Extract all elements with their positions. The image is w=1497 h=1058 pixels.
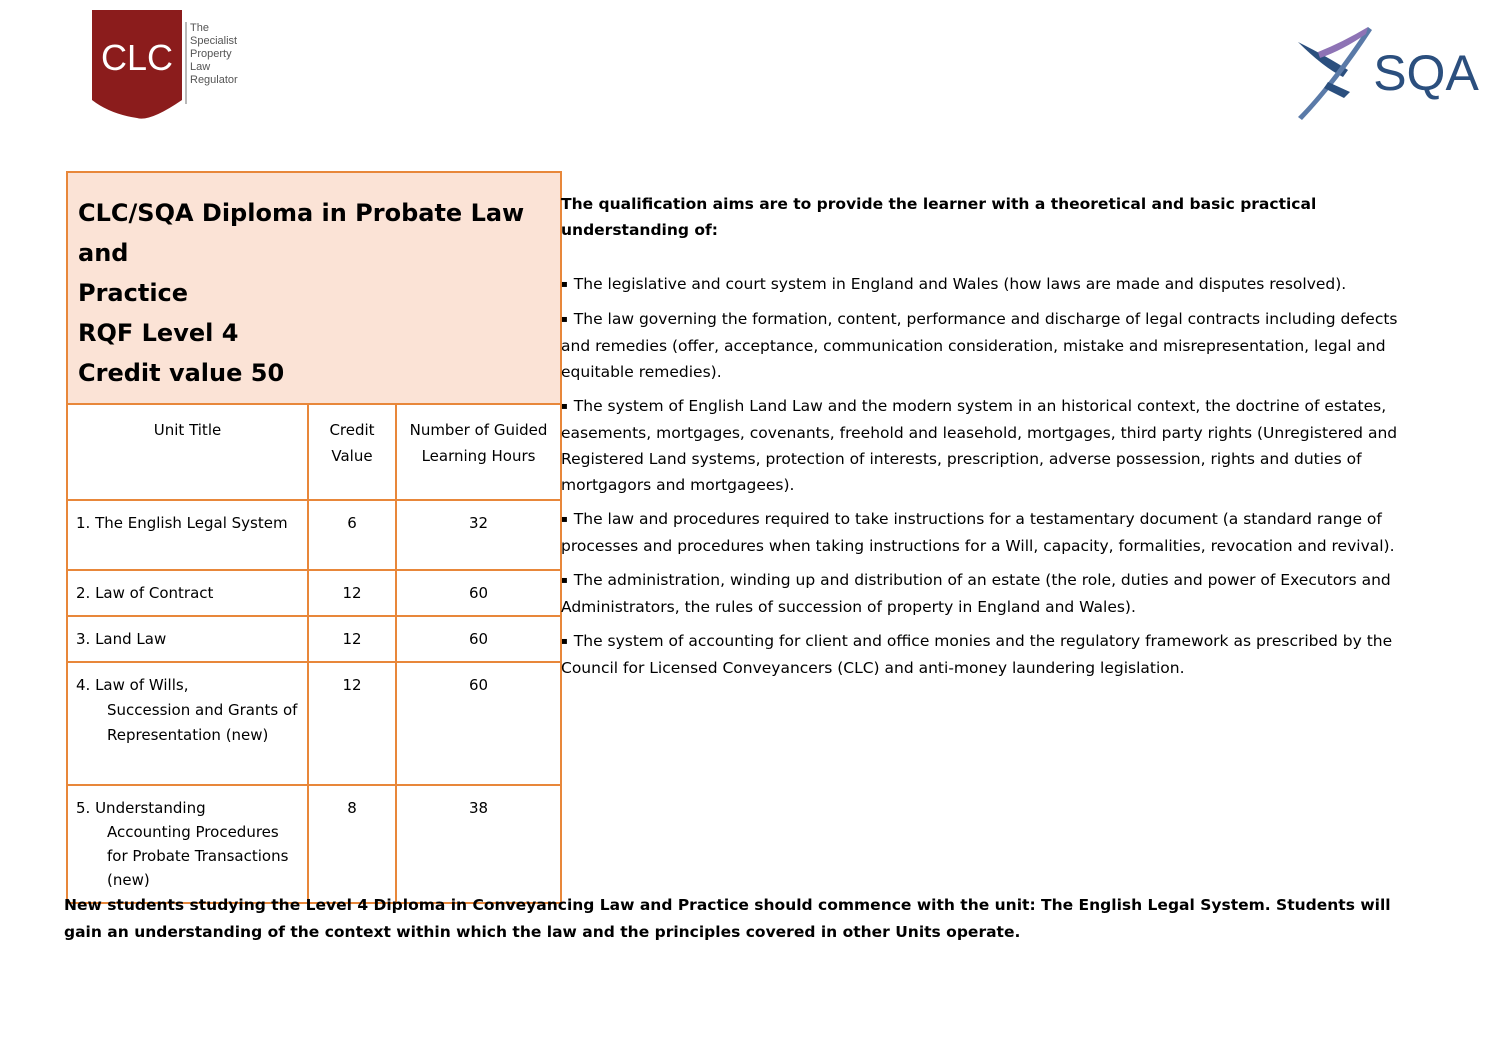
list-item: ▪ The administration, winding up and distribution of an estate (the role, duties and power of Executors and Administrators, the rules of succession of property in England and Wales). xyxy=(561,571,1391,616)
column-header-credit-value: Credit Value xyxy=(308,404,396,500)
sqa-logo xyxy=(1288,22,1484,124)
units-table-block xyxy=(66,171,560,904)
table-row xyxy=(67,662,561,785)
footer-note: New students studying the Level 4 Diploma in Conveyancing Law and Practice should commence with the unit: The English Legal System. Students will gain an understanding of the context within which the law and the principles covered in other Units operate. xyxy=(64,896,1391,941)
qualification-title-line2: Practice xyxy=(78,279,189,307)
unit-credit: 12 xyxy=(308,570,396,616)
clc-mark: CLC xyxy=(100,37,174,78)
units-table xyxy=(66,171,562,904)
unit-hours: 32 xyxy=(396,500,561,570)
sqa-cross-icon xyxy=(1288,22,1484,124)
column-header-hours: Number of Guided Learning Hours xyxy=(396,404,561,500)
table-row xyxy=(67,570,561,616)
list-item: ▪ The system of accounting for client and office monies and the regulatory framework as prescribed by the Council for Licensed Conveyancers (CLC) and anti-money laundering legislation. xyxy=(561,632,1393,677)
unit-title: 3. Land Law xyxy=(67,616,308,662)
qualification-credit: Credit value 50 xyxy=(78,359,285,387)
clc-shield-icon xyxy=(90,10,190,122)
bullet-icon: ▪ xyxy=(561,401,568,412)
table-row xyxy=(67,500,561,570)
list-item: ▪ The legislative and court system in England and Wales (how laws are made and disputes resolved). xyxy=(561,275,1347,293)
list-item: ▪ The system of English Land Law and the modern system in an historical context, the doctrine of estates, easements, mortgages, covenants, freehold and leasehold, mortgages, third party rights (Unregistered and Registered Land systems, protection of interests, prescription, adverse possession, rights and duties of mortgagors and mortgagees). xyxy=(561,397,1398,494)
list-item: ▪ The law and procedures required to take instructions for a testamentary document (a standard range of processes and procedures when taking instructions for a Will, capacity, formalities, revocation and revival). xyxy=(561,510,1395,555)
clc-tagline: The Specialist Property Law Regulator xyxy=(190,22,238,86)
unit-credit: 12 xyxy=(308,662,396,785)
table-row xyxy=(67,785,561,903)
unit-title: 5. Understanding Accounting Procedures for Probate Transactions (new) xyxy=(67,785,308,903)
unit-credit: 6 xyxy=(308,500,396,570)
sqa-mark: SQA xyxy=(1373,45,1479,101)
list-item: ▪ The law governing the formation, content, performance and discharge of legal contracts including defects and remedies (offer, acceptance, communication consideration, mistake and misrepresentation, legal and equitable remedies). xyxy=(561,310,1398,381)
bullet-icon: ▪ xyxy=(561,279,568,290)
unit-title: 1. The English Legal System xyxy=(67,500,308,570)
unit-hours: 38 xyxy=(396,785,561,903)
unit-hours: 60 xyxy=(396,570,561,616)
column-header-unit-title: Unit Title xyxy=(67,404,308,500)
unit-hours: 60 xyxy=(396,662,561,785)
bullet-icon: ▪ xyxy=(561,514,568,525)
table-header-row xyxy=(67,404,561,500)
unit-credit: 8 xyxy=(308,785,396,903)
table-row xyxy=(67,616,561,662)
bullet-icon: ▪ xyxy=(561,575,568,586)
aims-intro: The qualification aims are to provide the learner with a theoretical and basic practical understanding of: xyxy=(561,195,1317,239)
unit-title: 4. Law of Wills, Succession and Grants of Representation (new) xyxy=(67,662,308,785)
clc-logo xyxy=(90,10,260,122)
bullet-icon: ▪ xyxy=(561,314,568,325)
qualification-aims xyxy=(561,191,1423,689)
unit-credit: 12 xyxy=(308,616,396,662)
qualification-header xyxy=(67,172,561,404)
unit-hours: 60 xyxy=(396,616,561,662)
bullet-icon: ▪ xyxy=(561,636,568,647)
qualification-level: RQF Level 4 xyxy=(78,319,239,347)
unit-title: 2. Law of Contract xyxy=(67,570,308,616)
qualification-title-line1: CLC/SQA Diploma in Probate Law and xyxy=(78,199,525,267)
